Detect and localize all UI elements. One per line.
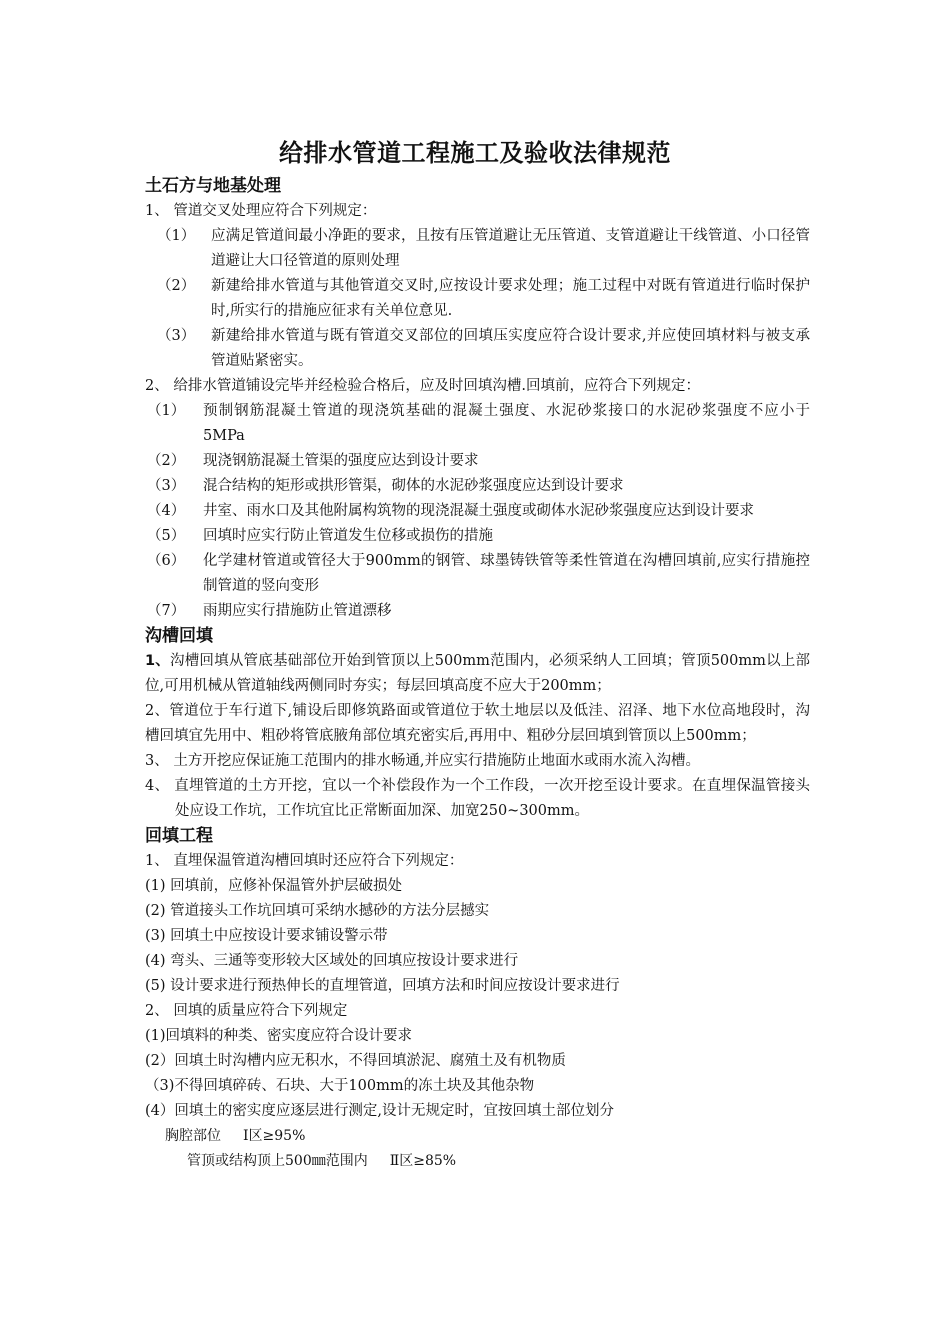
paragraph-text: 管道位于车行道下,铺设后即修筑路面或管道位于软土地层以及低洼、沼泽、地下水位高地段时，沟槽回填宜先用中、粗砂将管底腋角部位填充密实后,再用中、粗砂分层回填到管顶以上500mm； <box>145 703 810 744</box>
paragraph <box>145 374 810 399</box>
zone-part: 胸腔部位 <box>165 1128 221 1144</box>
paragraph-number: 1、 <box>145 203 169 219</box>
list-item-number: （3） <box>147 478 186 494</box>
paragraph-number: 3、 <box>145 753 169 769</box>
list-item-number: （7） <box>147 603 186 619</box>
paragraph-text: 管道交叉处理应符合下列规定： <box>173 203 377 219</box>
list-item <box>145 324 810 374</box>
section-heading: 回填工程 <box>145 826 213 846</box>
list-item-number: (2） <box>145 1053 175 1069</box>
paragraph <box>145 199 810 224</box>
list-item-text: 回填料的种类、密实度应符合设计要求 <box>165 1028 413 1044</box>
list-item <box>145 599 810 624</box>
list-item-number: （3) <box>145 1078 175 1094</box>
list-item-text: 回填土的密实度应逐层进行测定,设计无规定时，宜按回填土部位划分 <box>174 1103 614 1119</box>
list-item-text: 化学建材管道或管径大于900mm的钢管、球墨铸铁管等柔性管道在沟槽回填前,应实行措施控制管道的竖向变形 <box>203 553 810 594</box>
paragraph-number: 4、 <box>145 778 170 794</box>
paragraph <box>145 774 810 824</box>
zone-row <box>145 1124 810 1149</box>
list-item-number: (4) <box>145 953 166 969</box>
list-item <box>145 474 810 499</box>
list-item <box>145 524 810 549</box>
paragraph-number: 2、 <box>145 703 170 719</box>
list-item-number: (1) <box>145 878 166 894</box>
list-item-number: （3） <box>157 328 196 344</box>
list-item-number: （5） <box>147 528 186 544</box>
list-item <box>145 949 810 974</box>
document-title: 给排水管道工程施工及验收法律规范 <box>279 139 671 167</box>
list-item-number: （1） <box>147 403 186 419</box>
list-item-text: 预制钢筋混凝土管道的现浇筑基础的混凝土强度、水泥砂浆接口的水泥砂浆强度不应小于5MPa <box>203 403 810 444</box>
list-item-number: (5) <box>145 978 166 994</box>
list-item <box>145 1099 810 1124</box>
list-item-text: 管道接头工作坑回填可采纳水撼砂的方法分层撼实 <box>170 903 490 919</box>
list-item-text: 回填土时沟槽内应无积水，不得回填淤泥、腐殖土及有机物质 <box>174 1053 566 1069</box>
list-item-text: 井室、雨水口及其他附属构筑物的现浇混凝土强度或砌体水泥砂浆强度应达到设计要求 <box>203 503 754 519</box>
list-item-text: 新建给排水管道与其他管道交叉时,应按设计要求处理；施工过程中对既有管道进行临时保护时,所实行的措施应征求有关单位意见. <box>211 278 810 319</box>
list-item-number: （1） <box>157 228 196 244</box>
list-item-text: 回填前，应修补保温管外护层破损处 <box>170 878 403 894</box>
list-item <box>145 1024 810 1049</box>
zone-value: Ⅱ区≥85% <box>389 1153 457 1169</box>
zone-part: 管顶或结构顶上500㎜范围内 <box>187 1153 368 1169</box>
list-item-text: 现浇钢筋混凝土管渠的强度应达到设计要求 <box>203 453 479 469</box>
zone-row <box>145 1149 810 1174</box>
list-item <box>145 1074 810 1099</box>
list-item-text: 混合结构的矩形或拱形管渠，砌体的水泥砂浆强度应达到设计要求 <box>203 478 624 494</box>
list-item <box>145 399 810 449</box>
paragraph-text: 直埋保温管道沟槽回填时还应符合下列规定： <box>173 853 464 869</box>
paragraph <box>145 849 810 874</box>
paragraph-text: 沟槽回填从管底基础部位开始到管顶以上500mm范围内，必须采纳人工回填；管顶500mm以上部位,可用机械从管道轴线两侧同时夯实；每层回填高度不应大于200mm； <box>145 653 810 694</box>
list-item <box>145 449 810 474</box>
paragraph <box>145 749 810 774</box>
list-item-number: （2） <box>147 453 186 469</box>
paragraph <box>145 649 810 699</box>
list-item-number: (2) <box>145 903 166 919</box>
section-heading: 沟槽回填 <box>145 626 213 646</box>
paragraph-text: 直埋管道的土方开挖，宜以一个补偿段作为一个工作段，一次开挖至设计要求。在直埋保温管接头处应设工作坑，工作坑宜比正常断面加深、加宽250~300mm。 <box>174 778 810 819</box>
list-item <box>145 899 810 924</box>
paragraph <box>145 699 810 749</box>
list-item <box>145 499 810 524</box>
paragraph-number: 1、 <box>145 653 171 669</box>
paragraph-text: 回填的质量应符合下列规定 <box>173 1003 348 1019</box>
list-item-text: 新建给排水管道与既有管道交叉部位的回填压实度应符合设计要求,并应使回填材料与被支承管道贴紧密实。 <box>211 328 810 369</box>
list-item-text: 不得回填碎砖、石块、大于100mm的冻土块及其他杂物 <box>174 1078 535 1094</box>
list-item <box>145 924 810 949</box>
paragraph-text: 土方开挖应保证施工范围内的排水畅通,并应实行措施防止地面水或雨水流入沟槽。 <box>173 753 700 769</box>
list-item <box>145 1049 810 1074</box>
section-heading: 土石方与地基处理 <box>145 176 281 196</box>
paragraph <box>145 999 810 1024</box>
list-item-number: （2） <box>157 278 196 294</box>
list-item-text: 设计要求进行预热伸长的直埋管道，回填方法和时间应按设计要求进行 <box>170 978 620 994</box>
list-item-text: 回填时应实行防止管道发生位移或损伤的措施 <box>203 528 493 544</box>
list-item <box>145 224 810 274</box>
list-item-text: 雨期应实行措施防止管道漂移 <box>203 603 392 619</box>
paragraph-number: 1、 <box>145 853 169 869</box>
list-item-number: （6） <box>147 553 186 569</box>
zone-value: Ⅰ区≥95% <box>243 1128 306 1144</box>
paragraph-text: 给排水管道铺设完毕并经检验合格后，应及时回填沟槽.回填前，应符合下列规定： <box>173 378 700 394</box>
list-item-number: （4） <box>147 503 186 519</box>
list-item <box>145 874 810 899</box>
list-item-number: (3) <box>145 928 166 944</box>
list-item <box>145 974 810 999</box>
list-item-number: (4） <box>145 1103 175 1119</box>
paragraph-number: 2、 <box>145 1003 169 1019</box>
document-body <box>145 174 810 1174</box>
list-item-number: (1) <box>145 1028 166 1044</box>
list-item-text: 应满足管道间最小净距的要求，且按有压管道避让无压管道、支管道避让干线管道、小口径管道避让大口径管道的原则处理 <box>211 228 810 269</box>
list-item-text: 弯头、三通等变形较大区域处的回填应按设计要求进行 <box>170 953 519 969</box>
paragraph-number: 2、 <box>145 378 169 394</box>
list-item <box>145 549 810 599</box>
list-item-text: 回填土中应按设计要求铺设警示带 <box>170 928 388 944</box>
list-item <box>145 274 810 324</box>
